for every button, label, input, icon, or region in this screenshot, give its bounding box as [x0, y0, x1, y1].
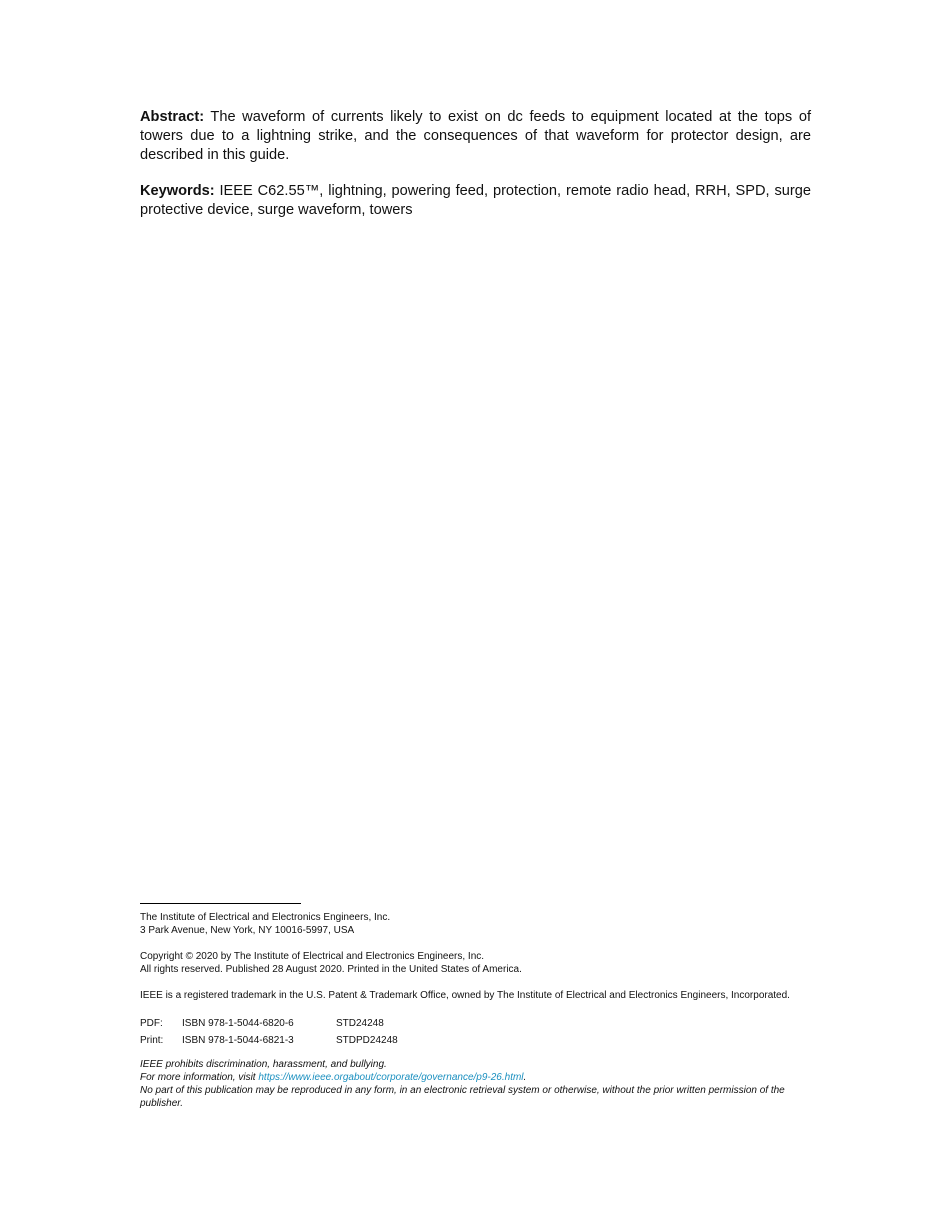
publisher-address: 3 Park Avenue, New York, NY 10016-5997, USA: [140, 925, 355, 936]
main-content: [140, 108, 811, 220]
info-line: [140, 1071, 811, 1084]
isbn-code: STD24248: [336, 1018, 384, 1029]
abstract-text: The waveform of currents likely to exist on dc feeds to equipment located at the tops of towers due to a lightning strike, and the consequences of that waveform for protector design, are described in this guide.: [140, 109, 811, 163]
info-suffix: .: [523, 1072, 527, 1083]
abstract-label: Abstract:: [140, 109, 205, 125]
isbn-label: PDF:: [140, 1018, 163, 1029]
notice-block: [140, 1058, 811, 1110]
info-prefix: For more information, visit: [140, 1072, 259, 1083]
publisher-block: [140, 911, 811, 937]
keywords-label: Keywords:: [140, 183, 215, 199]
copyright-line: Copyright © 2020 by The Institute of Electrical and Electronics Engineers, Inc.: [140, 951, 485, 962]
keywords-paragraph: [140, 182, 811, 220]
isbn-number: ISBN 978-1-5044-6821-3: [182, 1035, 294, 1046]
reproduction-notice: No part of this publication may be reproduced in any form, in an electronic retrieval system or otherwise, without the prior written permission of the publisher.: [140, 1085, 785, 1109]
trademark-line: IEEE is a registered trademark in the U.S. Patent & Trademark Office, owned by The Institute of Electrical and Electronics Engineers, Incorporated.: [140, 990, 790, 1001]
isbn-table: [140, 1015, 811, 1049]
copyright-block: [140, 950, 811, 976]
trademark-block: [140, 989, 811, 1002]
governance-link[interactable]: https://www.ieee.orgabout/corporate/governance/p9-26.html: [258, 1072, 524, 1083]
publication-footer: [140, 903, 811, 1110]
isbn-row-pdf: [140, 1015, 811, 1032]
publisher-name: The Institute of Electrical and Electronics Engineers, Inc.: [140, 912, 391, 923]
isbn-number: ISBN 978-1-5044-6820-6: [182, 1018, 294, 1029]
footer-divider: [140, 903, 301, 904]
rights-line: All rights reserved. Published 28 August 2020. Printed in the United States of America.: [140, 964, 522, 975]
isbn-label: Print:: [140, 1035, 164, 1046]
policy-line: IEEE prohibits discrimination, harassment, and bullying.: [140, 1059, 387, 1070]
isbn-row-print: [140, 1032, 811, 1049]
isbn-code: STDPD24248: [336, 1035, 398, 1046]
abstract-paragraph: [140, 108, 811, 165]
keywords-text: IEEE C62.55™, lightning, powering feed, protection, remote radio head, RRH, SPD, surge protective device, surge waveform, towers: [140, 183, 811, 218]
